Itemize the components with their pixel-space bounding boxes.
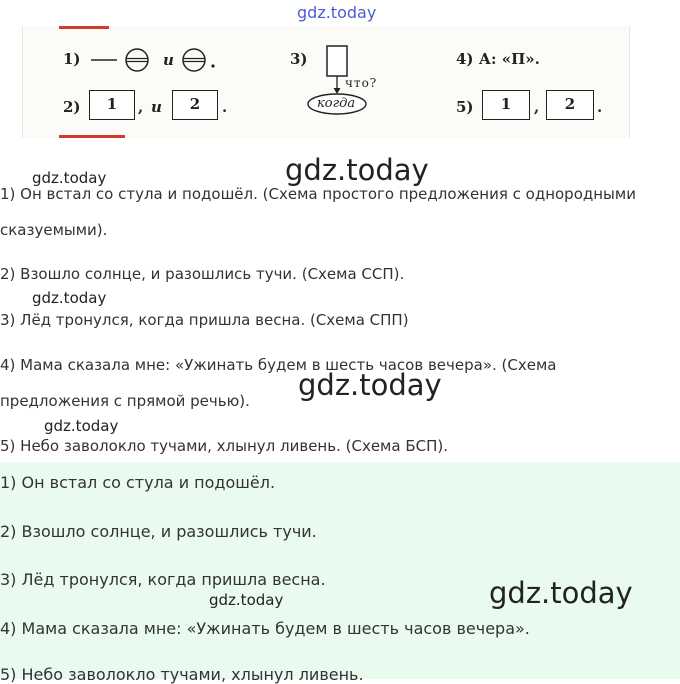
- scheme-3-question: что?: [345, 76, 378, 90]
- scheme-2-number: 2): [63, 98, 81, 116]
- answer-line-4: 4) Мама сказала мне: «Ужинать будем в шесть часов вечера».: [0, 619, 530, 638]
- answer-line-1: 1) Он встал со стула и подошёл.: [0, 473, 276, 492]
- answer-line-2: 2) Взошло солнце, и разошлись тучи.: [0, 522, 317, 541]
- watermark-large-3: gdz.today: [489, 576, 633, 610]
- scheme-3-number: 3): [290, 50, 308, 68]
- scheme-5-comma: ,: [534, 98, 540, 116]
- scheme-image: [22, 26, 630, 138]
- answer-area: [0, 462, 680, 684]
- watermark-top: gdz.today: [297, 3, 377, 22]
- scheme-2-comma: ,: [138, 98, 144, 116]
- watermark-small-2: gdz.today: [32, 289, 107, 307]
- answer-line-3: 3) Лёд тронулся, когда пришла весна.: [0, 570, 326, 589]
- scheme-2-box-2: 2: [172, 90, 218, 120]
- explanation-line-4: 3) Лёд тронулся, когда пришла весна. (Схема СПП): [0, 311, 409, 329]
- scheme-2-and: и: [151, 98, 162, 116]
- scheme-5-number: 5): [456, 98, 474, 116]
- scheme-2-dot: .: [222, 98, 228, 116]
- explanation-line-1: 1) Он встал со стула и подошёл. (Схема простого предложения с однородными: [0, 185, 636, 203]
- explanation-line-6: предложения с прямой речью).: [0, 392, 250, 410]
- scheme-3-oval-label: когда: [317, 96, 356, 111]
- scheme-5-dot: .: [597, 98, 603, 116]
- watermark-large-1: gdz.today: [285, 153, 429, 187]
- scheme-4-direct-speech: 4) А: «П».: [456, 50, 540, 68]
- explanation-line-2: сказуемыми).: [0, 221, 108, 239]
- scheme-1-and: и: [163, 51, 174, 69]
- red-accent-top: [59, 26, 109, 29]
- explanation-line-7: 5) Небо заволокло тучами, хлынул ливень. (Схема БСП).: [0, 437, 448, 455]
- watermark-small-4: gdz.today: [209, 591, 284, 609]
- red-accent-bottom: [59, 135, 125, 138]
- scheme-5-box-2: 2: [546, 90, 594, 120]
- scheme-1-number: 1): [63, 50, 81, 68]
- scheme-5-box-1: 1: [482, 90, 530, 120]
- watermark-small-3: gdz.today: [44, 417, 119, 435]
- explanation-line-3: 2) Взошло солнце, и разошлись тучи. (Схема ССП).: [0, 265, 405, 283]
- answer-line-5: 5) Небо заволокло тучами, хлынул ливень.: [0, 665, 364, 684]
- scheme-2-box-1: 1: [89, 90, 135, 120]
- explanation-line-5: 4) Мама сказала мне: «Ужинать будем в шесть часов вечера». (Схема: [0, 356, 557, 374]
- watermark-large-2: gdz.today: [298, 368, 442, 402]
- watermark-small-1: gdz.today: [32, 169, 107, 187]
